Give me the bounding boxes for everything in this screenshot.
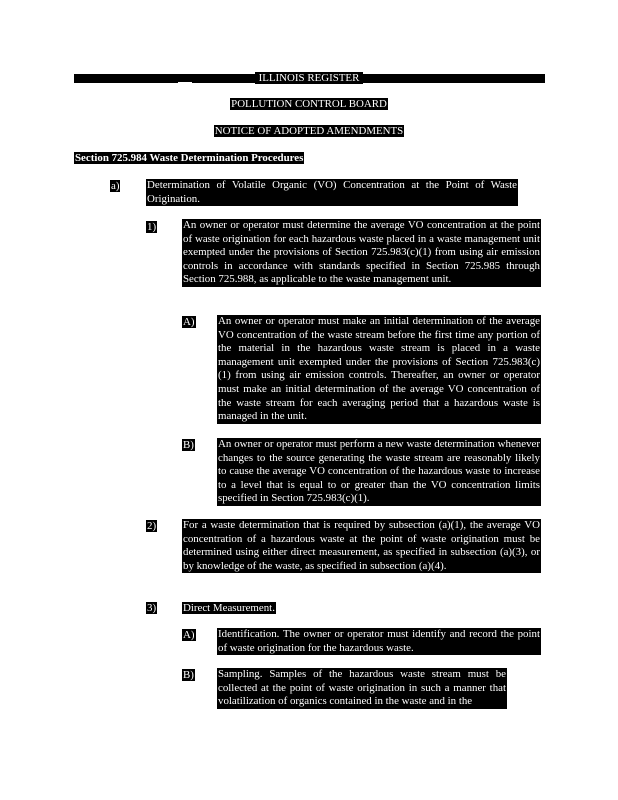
subsection-a-text: Determination of Volatile Organic (VO) Concentration at the Point of Waste Origination.	[147, 179, 517, 205]
section-title	[74, 152, 304, 165]
subsection-a-label	[110, 180, 120, 193]
subsection-a2-text: For a waste determination that is required by subsection (a)(1), the average VO concentration of a hazardous waste at the point of waste origination must be determined using either direct measurement, as specified in subsection (a)(3), or by knowledge of the waste, as specified in subsection (a)(4).	[183, 519, 540, 572]
subsection-a1-text: An owner or operator must determine the average VO concentration at the point of waste origination for each hazardous waste placed in a waste management unit exempted under the provisions of Section 725.983(c)(1) from using air emission controls in accordance with standards specified in Section 725.985 through Section 725.988, as applicable to the waste management unit.	[183, 219, 540, 286]
subsection-a2-label-text: 2)	[147, 520, 157, 532]
subsection-a2-label	[146, 520, 157, 533]
subsection-a1B-label-text: B)	[183, 439, 194, 451]
subsection-a3-label	[146, 602, 157, 615]
board-title-text: POLLUTION CONTROL BOARD	[231, 98, 387, 110]
subsection-a1A-label	[182, 316, 196, 329]
subsection-a1-label	[146, 221, 157, 234]
subsection-a3B-label-text: B)	[183, 669, 194, 681]
subsection-a1A-text: An owner or operator must make an initial determination of the average VO concentration of the waste stream before the first time any portion of the material in the hazardous waste stream is placed in a waste management unit exempted under the provisions of Section 725.983(c)(1) from using air emission controls. Thereafter, an owner or operator must make an initial determination of the average VO concentration of the waste stream for each averaging period that a hazardous waste is managed in the unit.	[218, 315, 540, 423]
subsection-a1B-label	[182, 439, 195, 452]
subsection-a3A-text: Identification. The owner or operator must identify and record the point of waste origination for the hazardous waste.	[218, 628, 540, 654]
subsection-a3-label-text: 3)	[147, 602, 157, 614]
subsection-a3-text-inner: Direct Measurement.	[183, 602, 275, 614]
subsection-a-label-text: a)	[111, 180, 120, 192]
section-title-text: Section 725.984 Waste Determination Procedures	[75, 152, 304, 164]
subsection-a3A-label	[182, 629, 196, 642]
subsection-a3-text	[182, 602, 276, 615]
subsection-a1-label-text: 1)	[147, 221, 157, 233]
subsection-a3A-label-text: A)	[183, 629, 195, 641]
notice-title-text: NOTICE OF ADOPTED AMENDMENTS	[214, 125, 404, 137]
subsection-a1A-label-text: A)	[183, 316, 195, 328]
subsection-a1B-text: An owner or operator must perform a new waste determination whenever changes to the source generating the waste stream are reasonably likely to cause the average VO concentration of the hazardous waste to increase to a level that is equal to or greater than the VO concentration limits specified in Section 725.983(c)(1).	[218, 438, 540, 505]
register-title-text: ILLINOIS REGISTER	[255, 72, 364, 84]
notice-title	[0, 125, 618, 138]
subsection-a3B-text: Sampling. Samples of the hazardous waste stream must be collected at the point of waste origination in such a manner that volatilization of organics contained in the waste and in the	[218, 668, 506, 708]
board-title	[0, 98, 618, 111]
register-title	[0, 72, 618, 84]
subsection-a3B-label	[182, 669, 195, 682]
